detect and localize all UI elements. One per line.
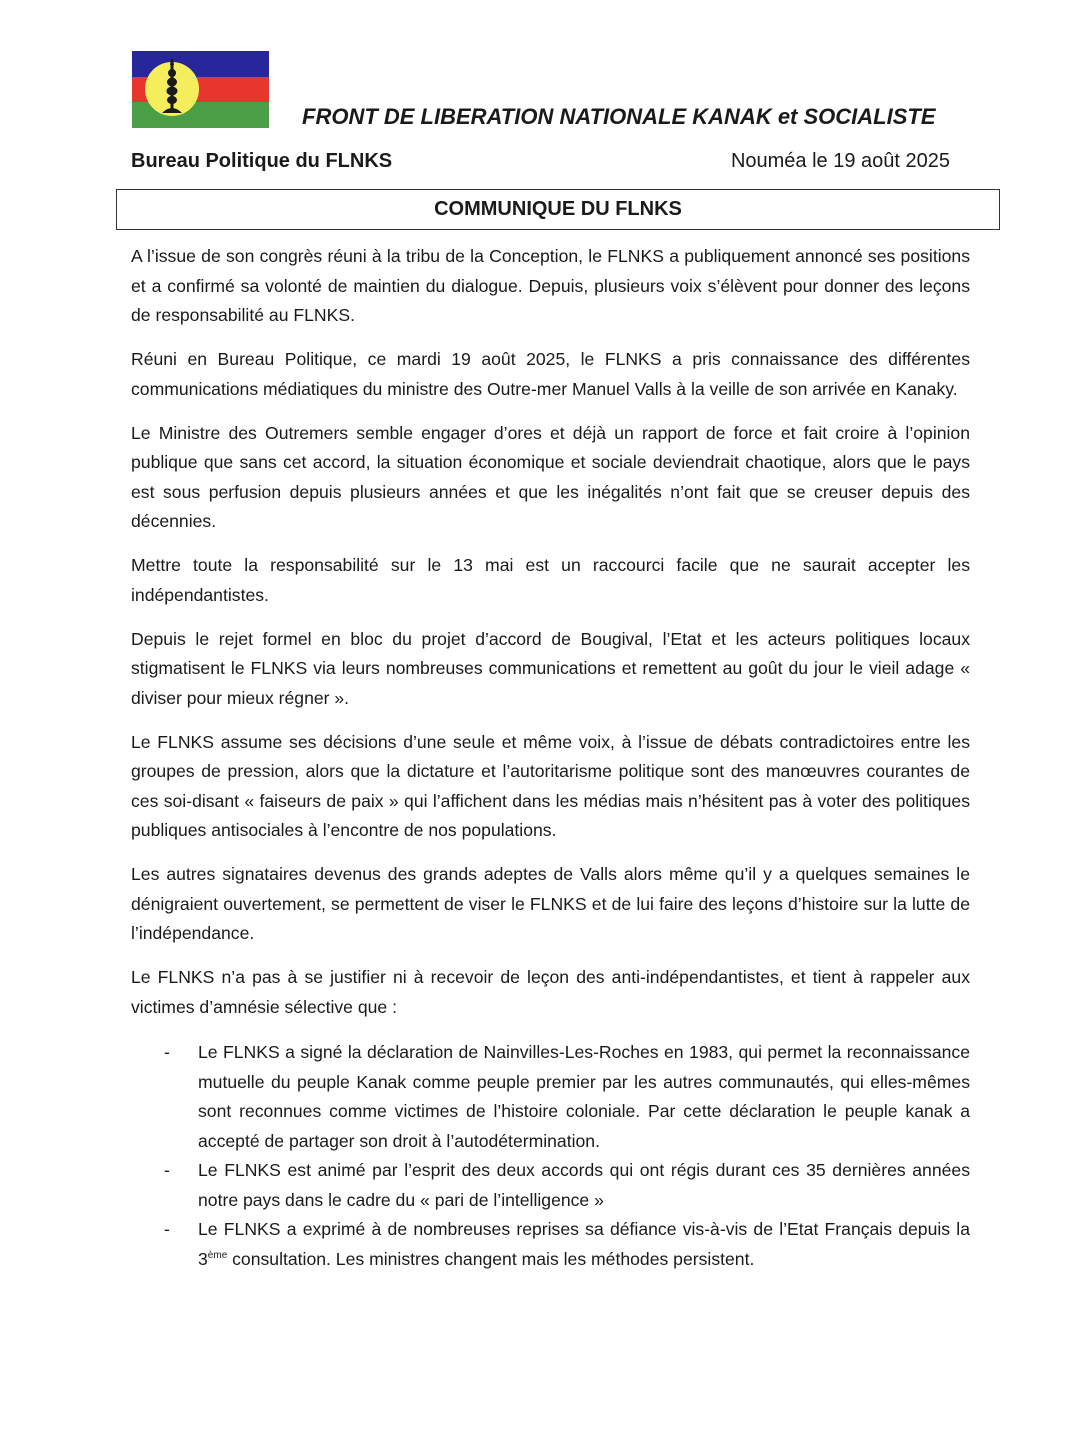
bullet-dash: - bbox=[164, 1042, 170, 1062]
communique-body bbox=[131, 242, 970, 1274]
paragraph: Mettre toute la responsabilité sur le 13 mai est un raccourci facile que ne saurait accepter les indépendantistes. bbox=[131, 555, 970, 605]
list-item-text-end: consultation. Les ministres changent mais les méthodes persistent. bbox=[227, 1248, 755, 1269]
paragraph: Le FLNKS assume ses décisions d’une seule et même voix, à l’issue de débats contradictoires entre les groupes de pression, alors que la dictature et l’autoritarisme politique sont des manœuvres courantes de ces soi-disant « faiseurs de paix » qui l’affichent dans les médias mais n’hésitent pas à voter des politiques publiques antisociales à l’encontre de nos populations. bbox=[131, 731, 970, 840]
bullet-dash: - bbox=[164, 1160, 170, 1180]
list-item-text-start: Le FLNKS a exprimé à de nombreuses reprises sa défiance vis-à-vis de l’Etat Français depuis la 3 bbox=[198, 1219, 970, 1269]
bullet-dash: - bbox=[164, 1219, 170, 1239]
paragraph: Le FLNKS n’a pas à se justifier ni à recevoir de leçon des anti-indépendantistes, et tient à rappeler aux victimes d’amnésie sélective que : bbox=[131, 967, 970, 1017]
paragraph: Réuni en Bureau Politique, ce mardi 19 août 2025, le FLNKS a pris connaissance des différentes communications médiatiques du ministre des Outre-mer Manuel Valls à la veille de son arrivée en Kanaky. bbox=[131, 349, 970, 399]
ordinal-superscript: ème bbox=[207, 1249, 228, 1261]
list-item bbox=[131, 1156, 970, 1215]
place-date: Nouméa le 19 août 2025 bbox=[730, 150, 950, 172]
list-item-text: Le FLNKS a signé la déclaration de Nainvilles-Les-Roches en 1983, qui permet la reconnaissance mutuelle du peuple Kanak comme peuple premier par les autres communautés, qui elles-mêmes sont reconnues comme victimes de l’histoire coloniale. Par cette déclaration le peuple kanak a accepté de partager son droit à l’autodétermination. bbox=[198, 1042, 970, 1151]
paragraph: A l’issue de son congrès réuni à la tribu de la Conception, le FLNKS a publiquement annoncé ses positions et a confirmé sa volonté de maintien du dialogue. Depuis, plusieurs voix s’élèvent pour donner des leçons de responsabilité au FLNKS. bbox=[131, 246, 970, 325]
list-item bbox=[131, 1215, 970, 1274]
kanaky-flag-icon bbox=[132, 51, 269, 128]
bullet-list bbox=[131, 1038, 970, 1274]
list-item bbox=[131, 1038, 970, 1156]
bureau-label: Bureau Politique du FLNKS bbox=[131, 150, 393, 172]
communique-title-box bbox=[116, 189, 1000, 230]
paragraph: Depuis le rejet formel en bloc du projet d’accord de Bougival, l’Etat et les acteurs politiques locaux stigmatisent le FLNKS via leurs nombreuses communications et remettent au goût du jour le vieil adage « diviser pour mieux régner ». bbox=[131, 628, 970, 708]
list-item-text: Le FLNKS est animé par l’esprit des deux accords qui ont régis durant ces 35 dernières années notre pays dans le cadre du « pari de l’intelligence » bbox=[198, 1160, 970, 1210]
organization-name: FRONT DE LIBERATION NATIONALE KANAK et SOCIALISTE bbox=[302, 104, 936, 129]
paragraph: Le Ministre des Outremers semble engager d’ores et déjà un rapport de force et fait croire à l’opinion publique que sans cet accord, la situation économique et sociale deviendrait chaotique, alors que le pays est sous perfusion depuis plusieurs années et que les inégalités n’ont fait que se creuser depuis des décennies. bbox=[131, 422, 970, 531]
communique-title: COMMUNIQUE DU FLNKS bbox=[434, 198, 682, 220]
paragraph: Les autres signataires devenus des grands adeptes de Valls alors même qu’il y a quelques semaines le dénigraient ouvertement, se permettent de viser le FLNKS et de lui faire des leçons d’histoire sur la lutte de l’indépendance. bbox=[131, 864, 970, 943]
